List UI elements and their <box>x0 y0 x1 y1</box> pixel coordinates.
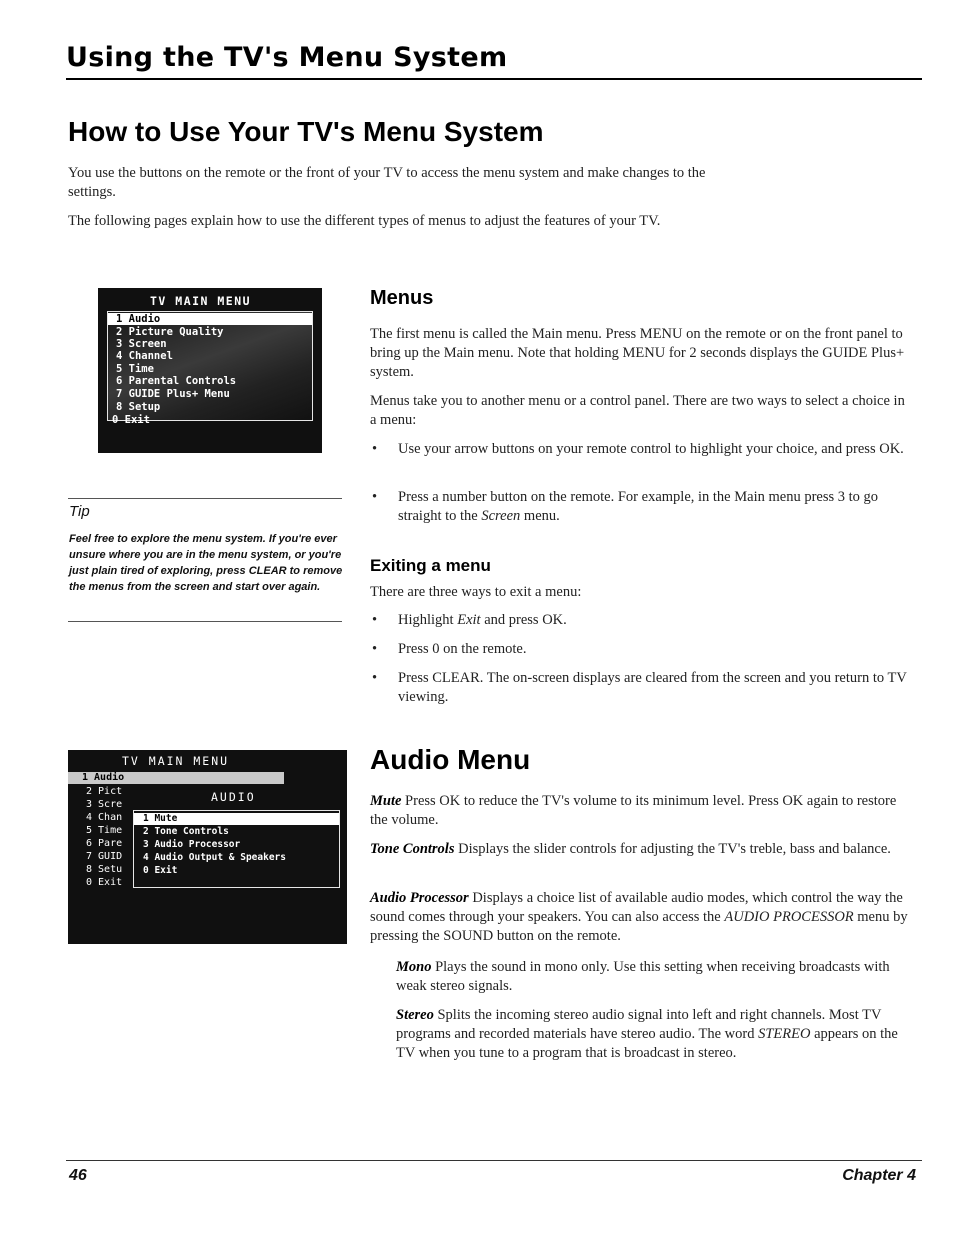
tv-menu-item-audio-selected: 1 Audio <box>68 772 284 784</box>
tv-menu-item-exit: 0 Exit <box>86 877 123 888</box>
tv-menu-item-setu: 8 Setu <box>86 864 123 875</box>
menus-paragraph-2: Menus take you to another menu or a control panel. There are two ways to select a choice in a menu: <box>370 393 905 428</box>
tv-menu-item-screen: 3 Screen <box>116 338 167 350</box>
tv-menu-item-guid: 7 GUID <box>86 851 123 862</box>
audio-mono-entry: Mono Plays the sound in mono only. Use this setting when receiving broadcasts with weak stereo signals. <box>396 959 890 994</box>
audio-processor-entry: Audio Processor Displays a choice list of available audio modes, which control the way the sound comes through your speakers. You can also access the AUDIO PROCESSOR menu by pressing the SOUND button on the remote. <box>370 890 908 944</box>
tv-menu-item-audio: 1 Audio <box>108 313 312 325</box>
audio-stereo-entry: Stereo Splits the incoming stereo audio signal into left and right channels. Most TV programs and recorded materials have stereo audio. The word STEREO appears on the TV when you tune to a program that is broadcast in stereo. <box>396 1007 898 1061</box>
tip-label: Tip <box>69 503 90 520</box>
audio-tone-entry: Tone Controls Displays the slider controls for adjusting the TV's treble, bass and balance. <box>370 841 891 857</box>
tv-menu-item-exit: 0 Exit <box>112 414 150 426</box>
tv-menu-item-parental-controls: 6 Parental Controls <box>116 375 237 387</box>
intro-paragraph-2: The following pages explain how to use the different types of menus to adjust the features of your TV. <box>68 213 661 229</box>
menus-heading: Menus <box>370 287 434 309</box>
tv-submenu-item-audio-output: 4 Audio Output & Speakers <box>143 852 286 863</box>
tv-main-menu-screen <box>98 288 322 453</box>
tv-menu-item-pict: 2 Pict <box>86 786 123 797</box>
tv-menu-title: TV MAIN MENU <box>122 754 230 768</box>
tip-bottom-rule <box>68 621 342 622</box>
header-title: Using the TV's Menu System <box>66 42 508 73</box>
page-number: 46 <box>69 1167 87 1184</box>
tv-menu-item-pare: 6 Pare <box>86 838 123 849</box>
chapter-label: Chapter 4 <box>842 1167 916 1184</box>
tv-menu-item-time: 5 Time <box>116 363 154 375</box>
page-title: How to Use Your TV's Menu System <box>68 116 544 147</box>
tv-menu-title: TV MAIN MENU <box>150 294 252 308</box>
audio-menu-heading: Audio Menu <box>370 744 531 775</box>
tv-menu-item-setup: 8 Setup <box>116 401 161 413</box>
tv-menu-item-channel: 4 Channel <box>116 350 173 362</box>
menus-paragraph-1: The first menu is called the Main menu. Press MENU on the remote or on the front panel to bring up the Main menu. Note that holding MENU for 2 seconds displays the GUIDE Plus+ system. <box>370 326 905 380</box>
footer-rule <box>66 1160 922 1161</box>
header-rule <box>66 78 922 80</box>
tv-audio-submenu <box>133 750 340 944</box>
tv-submenu-title: AUDIO <box>211 790 256 804</box>
intro-paragraph-1: You use the buttons on the remote or the front of your TV to access the menu system and make changes to the settings. <box>68 165 706 200</box>
tv-menu-item-chan: 4 Chan <box>86 812 123 823</box>
tv-audio-menu-screen <box>68 750 347 944</box>
menus-bullet-1: • Use your arrow buttons on your remote control to highlight your choice, and press OK. <box>370 440 915 459</box>
exiting-bullet-2: • Press 0 on the remote. <box>370 640 915 659</box>
tv-menu-item-guide-plus: 7 GUIDE Plus+ Menu <box>116 388 230 400</box>
tv-submenu-list <box>133 810 340 888</box>
exiting-bullet-3: • Press CLEAR. The on-screen displays are cleared from the screen and you return to TV viewing. <box>370 669 915 707</box>
tv-menu-list <box>107 311 313 426</box>
tv-menu-item-scre: 3 Scre <box>86 799 123 810</box>
tip-text: Feel free to explore the menu system. If you're ever unsure where you are in the menu system, or you're just plain tired of exploring, press CLEAR to remove the menus from the screen and start over again. <box>69 533 343 593</box>
tv-menu-item-picture-quality: 2 Picture Quality <box>116 326 224 338</box>
exiting-intro: There are three ways to exit a menu: <box>370 584 582 600</box>
exiting-bullet-1: • Highlight Exit and press OK. <box>370 611 915 630</box>
menus-bullet-2: • Press a number button on the remote. For example, in the Main menu press 3 to go straight to the Screen menu. <box>370 488 915 526</box>
tv-menu-item-time: 5 Time <box>86 825 123 836</box>
audio-mute-entry: Mute Press OK to reduce the TV's volume to its minimum level. Press OK again to restore the volume. <box>370 793 897 828</box>
tip-top-rule <box>68 498 342 499</box>
tv-submenu-item-mute: 1 Mute <box>134 813 339 825</box>
exiting-heading: Exiting a menu <box>370 556 491 575</box>
tv-submenu-item-tone-controls: 2 Tone Controls <box>143 826 229 837</box>
tv-submenu-item-exit: 0 Exit <box>143 865 178 876</box>
tv-submenu-item-audio-processor: 3 Audio Processor <box>143 839 241 850</box>
